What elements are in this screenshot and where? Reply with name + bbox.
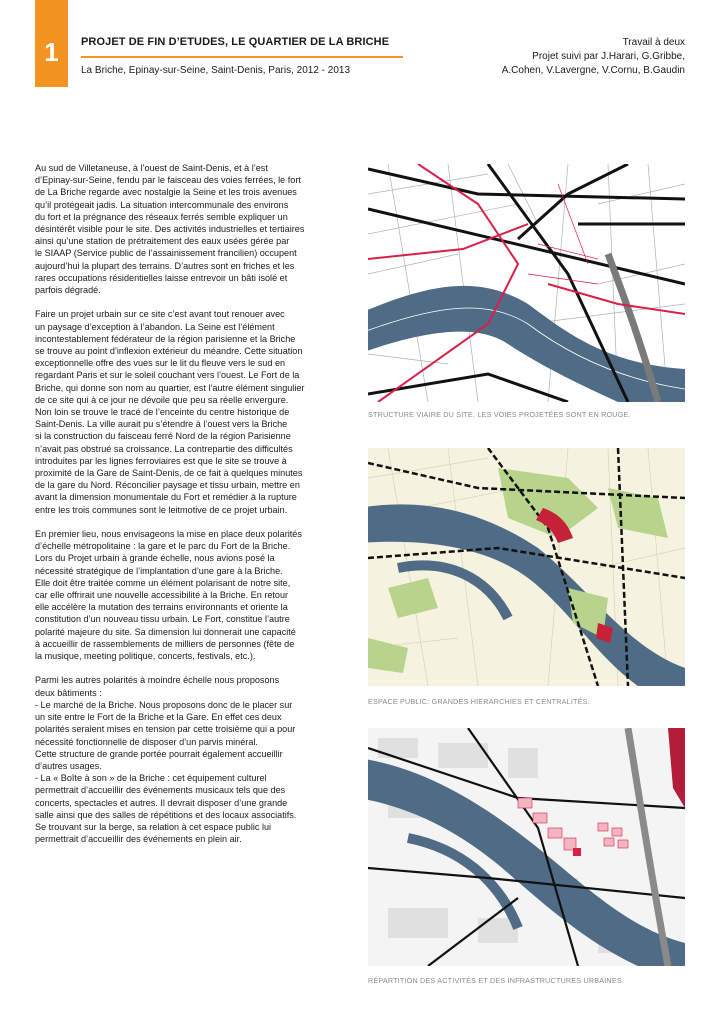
page-title: PROJET DE FIN D’ETUDES, LE QUARTIER DE LA BRICHE xyxy=(81,36,390,48)
map-activities xyxy=(368,728,685,966)
section-number-badge xyxy=(35,0,68,87)
title-divider xyxy=(81,56,403,58)
page-subtitle: La Briche, Epinay-sur-Seine, Saint-Denis, Paris, 2012 - 2013 xyxy=(81,65,351,76)
credits-line: Projet suivi par J.Harari, G.Gribbe, xyxy=(532,51,685,62)
credits-line: Travail à deux xyxy=(622,37,685,48)
figure-caption: RÉPARTITION DES ACTIVITÉS ET DES INFRASTRUCTURES URBAINES. xyxy=(368,976,625,985)
body-paragraph: En premier lieu, nous envisageons la mise en place deux polarités d’échelle métropolitaine : la gare et le parc du Fort de la Briche. Lors du Projet urbain à grande échelle, nous avions posé la nécessité stratégique de l’implantation d’une gare à la Briche. Elle doit être traitée comme un élément polarisant de notre site, car elle offrirait une nouvelle accessibilité à la Briche. En retour elle accélère la mutation des terrains environnants et oriente la constitution d’un nouveau tissu urbain. Le Fort, constitue l’autre polarité majeure du site. Sa dimension lui donnerait une capacité à accueillir de rassemblements de milliers de personnes (fête de la musique, meeting politique, concerts, festivals, etc.). xyxy=(35,529,302,662)
body-text-column xyxy=(35,162,353,858)
body-paragraph: Au sud de Villetaneuse, à l’ouest de Saint-Denis, et à l’est d’Epinay-sur-Seine, fendu par le faisceau des voies ferrées, le fort de La Briche regarde avec nostalgie la Seine et les trois avenues qu’il protégeait jadis. La situation intercommunale des environs du fort et la prégnance des réseaux ferrés semble expliquer un désintérêt visible pour le site. Des activités industrielles et tertiaires ainsi qu’une station de prétraitement des eaux usées gérée par le SIAAP (Service public de l’assainissement francilien) occupent aujourd’hui la plupart des terrains. D’autres sont en friches et les rares occupations résidentielles laisse entrevoir un bâti isolé et parfois dégradé. xyxy=(35,163,305,296)
figure-caption: ESPACE PUBLIC: GRANDES HIERARCHIES ET CENTRALITÉS. xyxy=(368,697,590,706)
credits-block xyxy=(425,36,685,78)
body-paragraph: Parmi les autres polarités à moindre échelle nous proposons deux bâtiments : - Le marché de la Briche. Nous proposons donc de le placer sur un site entre le Fort de la Briche et la Gare. En effet ces deux polarités seraient mises en tension par cette troisième qui a pour nécessité fonctionnelle de disposer d’un parvis minéral. Cette structure de grande portée pourrait également accueillir d’autres usages. - La « Boîte à son » de la Briche : cet équipement culturel permettrait d’accueillir des événements musicaux tels que des concerts, spectacles et autres. Il devrait disposer d’une grande salle ainsi que des salles de répétitions et des locaux associatifs. Se trouvant sur la berge, sa relation à cet espace public lui permettrait d’accueillir des événements en plein air. xyxy=(35,675,297,845)
map-road-structure xyxy=(368,164,685,402)
body-paragraph: Faire un projet urbain sur ce site c’est avant tout renouer avec un paysage d’exception à l’abandon. La Seine est l’élément incontestablement fédérateur de la région parisienne et la Briche se trouve au point d’inflexion extérieur du méandre. Cette situation exceptionnelle offre des vues sur le lit du fleuve vers le sud en regardant Paris et sur le soleil couchant vers l’ouest. Le Fort de la Briche, qui donne son nom au quartier, est l’autre élément singulier de ce site qui à ce jour ne dévoile que peu sa réelle envergure. Non loin se trouve le tracé de l’enceinte du centre historique de Saint-Denis. La ville aurait pu s’étendre à l’ouest vers la Briche si la construction du faisceau ferré Nord de la région Parisienne n’avait pas obstrué sa croissance. La contrepartie des difficultés introduites par les lignes ferroviaires est que le site se trouve à proximité de la Gare de Saint-Denis, de ce fait à quelques minutes de la gare du Nord. Réconcilier paysage et tissu urbain, mettre en avant la dimension monumentale du Fort et remédier à la rupture entre les trois communes sont le leitmotive de ce projet urbain. xyxy=(35,309,305,515)
credits-line: A.Cohen, V.Lavergne, V.Cornu, B.Gaudin xyxy=(501,65,685,76)
map-public-space xyxy=(368,448,685,686)
figure-caption: STRUCTURE VIAIRE DU SITE. LES VOIES PROJETÉES SONT EN ROUGE. xyxy=(368,410,631,419)
section-number: 1 xyxy=(44,37,59,67)
